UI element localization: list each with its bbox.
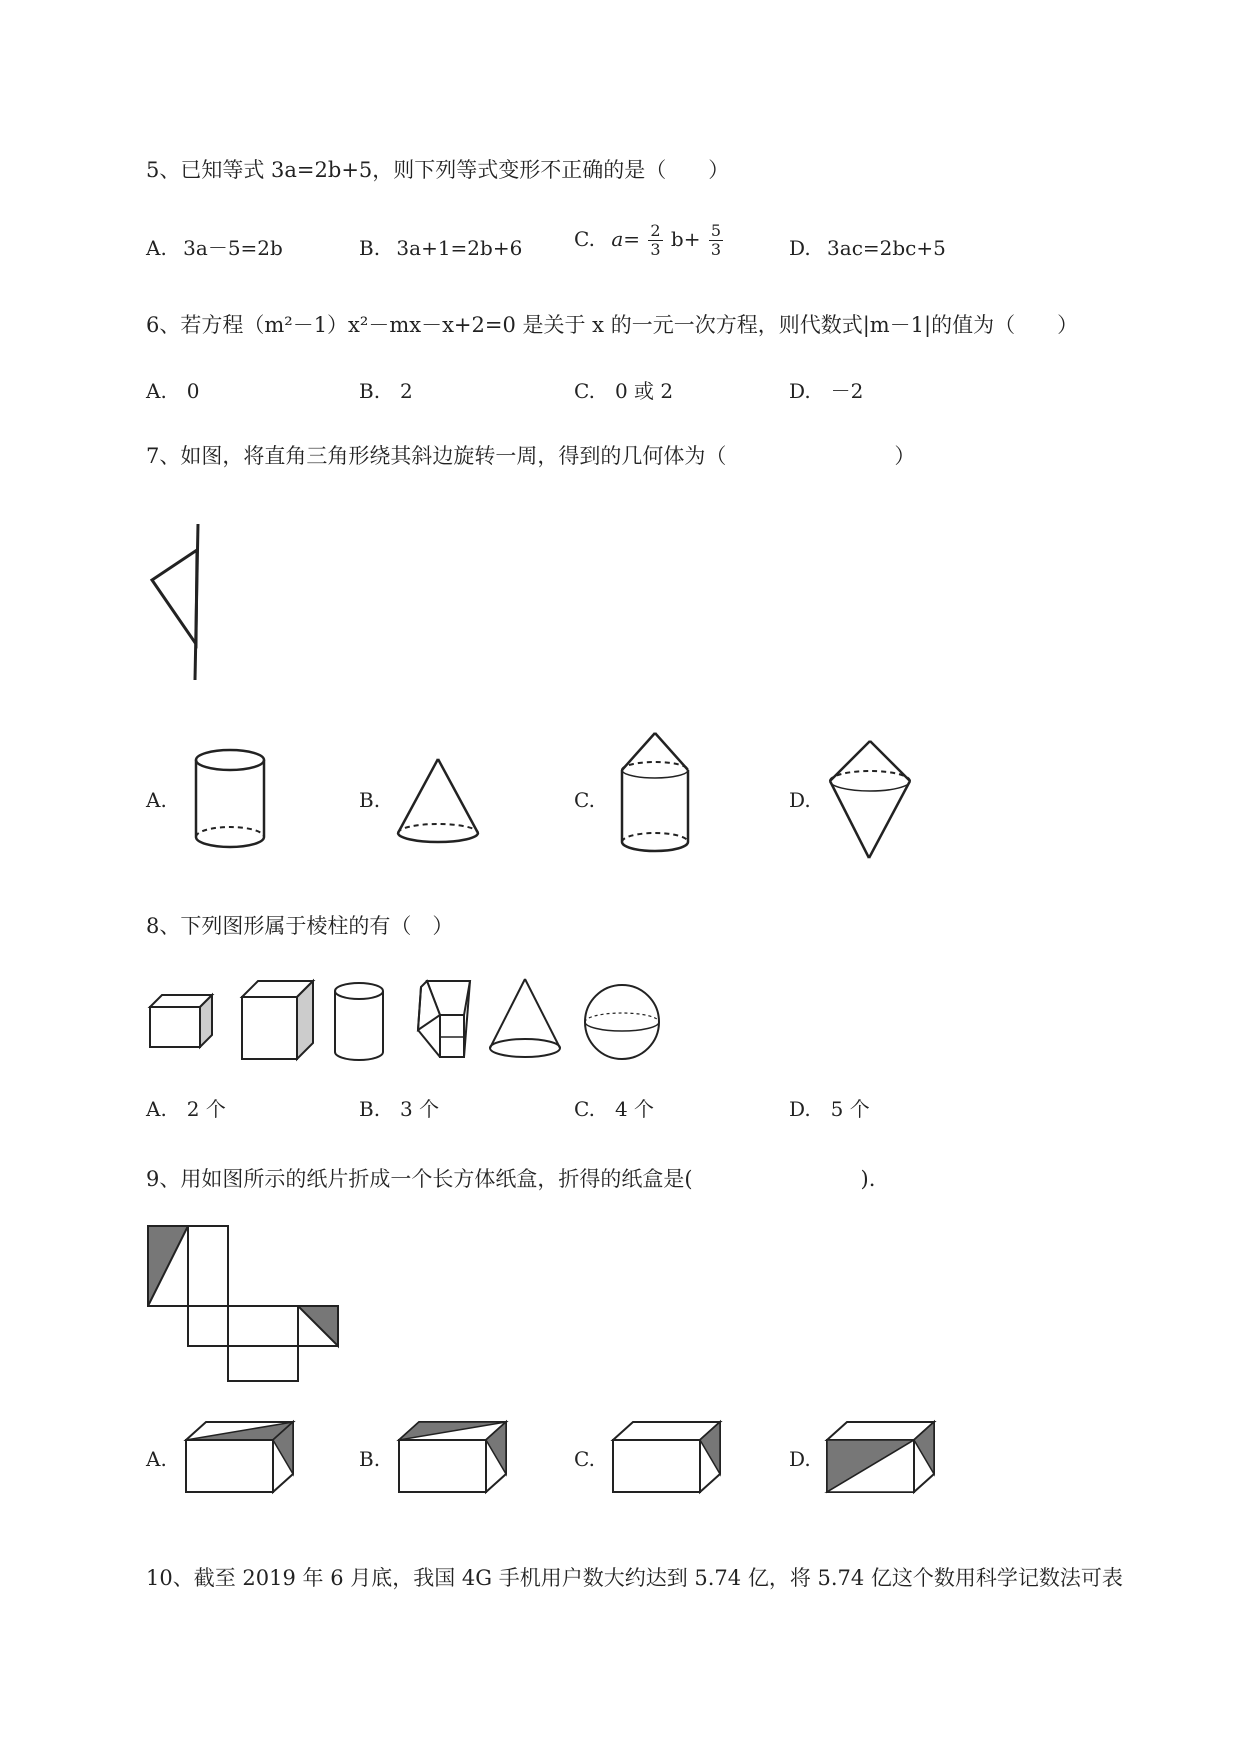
q9-option-d-label: D. xyxy=(789,1447,811,1471)
q5-option-b xyxy=(359,234,522,262)
right-triangle xyxy=(152,550,197,644)
fraction-denominator: 3 xyxy=(650,240,661,259)
q9-net-figure xyxy=(145,1223,345,1383)
q7-option-b-label: B. xyxy=(359,788,381,812)
q8-option-b: B. 3 个 xyxy=(359,1097,440,1121)
q8-option-c: C. 4 个 xyxy=(574,1097,655,1121)
cylinder-icon xyxy=(335,983,383,1060)
q9-option-a-label: A. xyxy=(146,1447,167,1471)
q7-option-d-label: D. xyxy=(789,788,811,812)
frustum-icon xyxy=(418,981,470,1057)
q5-option-b-label: B. xyxy=(359,236,381,260)
q7-option-c-cone-cylinder-figure xyxy=(615,730,695,860)
q5-option-c-lhs: a= xyxy=(611,227,640,251)
q9-stem: 9、用如图所示的纸片折成一个长方体纸盒，折得的纸盒是( ). xyxy=(146,1167,876,1191)
cube-icon xyxy=(242,981,313,1059)
q9-option-b-label: B. xyxy=(359,1447,381,1471)
q6-option-b: B. 2 xyxy=(359,379,413,403)
q6-option-a: A. 0 xyxy=(146,379,200,403)
q5-option-c-label: C. xyxy=(574,227,595,251)
q7-stem: 7、如图，将直角三角形绕其斜边旋转一周，得到的几何体为（ ） xyxy=(146,444,916,468)
cuboid-icon xyxy=(150,995,212,1047)
q7-option-b-cone-figure xyxy=(392,755,482,850)
q9-option-c-box-figure xyxy=(610,1420,725,1495)
cone-icon xyxy=(490,979,560,1057)
net-shaded-triangle-1 xyxy=(148,1226,188,1306)
q5-option-b-expr: 3a+1=2b+6 xyxy=(396,236,523,260)
q5-option-c-fraction-2 xyxy=(709,222,723,259)
q8-option-d: D. 5 个 xyxy=(789,1097,870,1121)
q9-option-b-box-figure xyxy=(396,1420,511,1495)
q9-option-a-box-figure xyxy=(183,1420,298,1495)
q9-option-c-label: C. xyxy=(574,1447,595,1471)
fraction-denominator: 3 xyxy=(710,240,722,259)
q7-option-d-double-cone-figure xyxy=(825,738,915,863)
q7-option-c-label: C. xyxy=(574,788,595,812)
q5-option-a-label: A. xyxy=(146,236,167,260)
q5-option-d-expr: 3ac=2bc+5 xyxy=(827,236,946,260)
q7-triangle-figure xyxy=(140,520,210,685)
q10-stem: 10、截至 2019 年 6 月底，我国 4G 手机用户数大约达到 5.74 亿，将 5.74 亿这个数用科学记数法可表 xyxy=(146,1566,1123,1590)
q8-option-a: A. 2 个 xyxy=(146,1097,226,1121)
q9-option-d-box-figure xyxy=(824,1420,939,1495)
q5-option-c-fraction-1 xyxy=(648,222,662,259)
net-shaded-triangle-2 xyxy=(298,1306,338,1346)
q5-option-c xyxy=(574,222,725,259)
fraction-numerator: 5 xyxy=(710,221,722,240)
q6-stem: 6、若方程（m²－1）x²－mx－x+2=0 是关于 x 的一元一次方程，则代数式|m－1|的值为（ ） xyxy=(146,313,1079,337)
q5-option-d xyxy=(789,234,946,262)
q6-option-c: C. 0 或 2 xyxy=(574,379,674,403)
q5-option-d-label: D. xyxy=(789,236,811,260)
q8-solids-figure xyxy=(140,975,700,1085)
q6-option-d: D. －2 xyxy=(789,379,864,403)
q5-option-a xyxy=(146,234,283,262)
q7-option-a-label: A. xyxy=(146,788,167,812)
q8-stem: 8、下列图形属于棱柱的有（ ） xyxy=(146,914,454,938)
q5-option-c-mid: b+ xyxy=(670,227,701,251)
q5-stem: 5、已知等式 3a=2b+5，则下列等式变形不正确的是（ ） xyxy=(146,158,730,182)
sphere-icon xyxy=(585,985,659,1059)
q5-option-a-expr: 3a－5=2b xyxy=(183,236,283,260)
q7-option-a-cylinder-figure xyxy=(190,745,270,855)
fraction-numerator: 2 xyxy=(650,221,661,240)
